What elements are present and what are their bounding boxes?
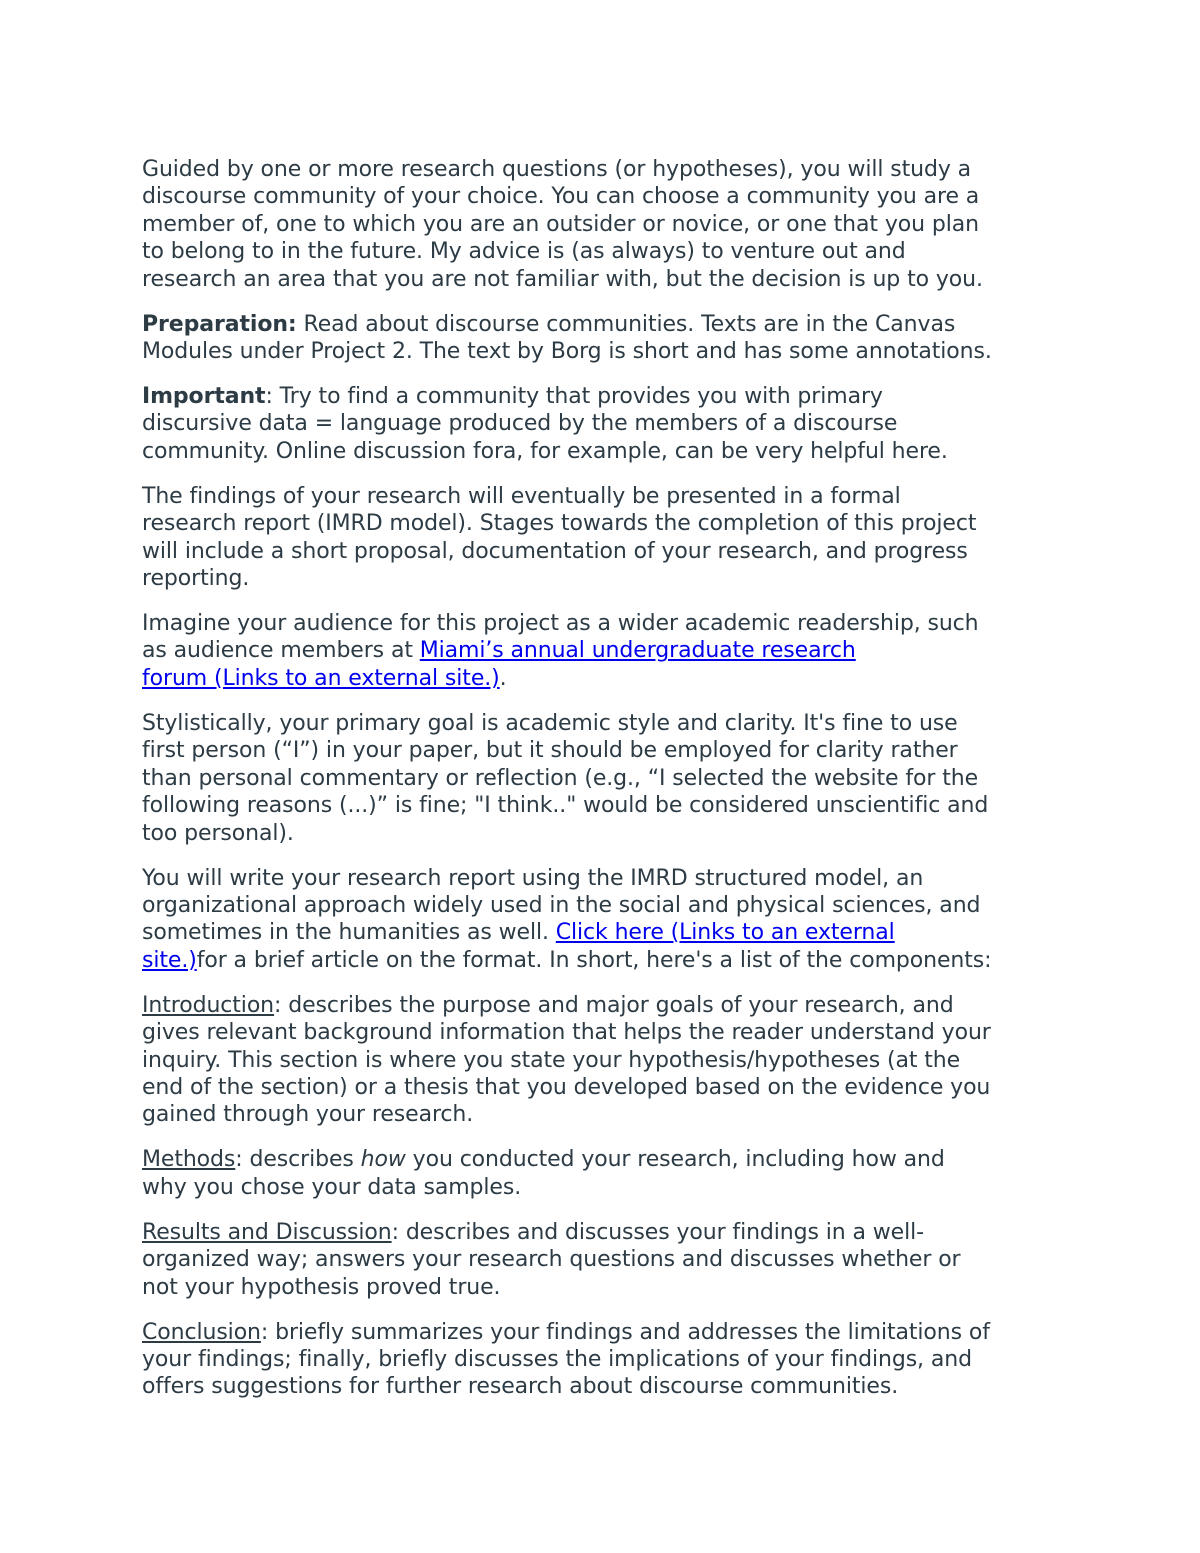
results-paragraph xyxy=(142,1219,1072,1301)
audience-paragraph xyxy=(142,610,1072,692)
important-text: : Try to find a community that provides you with primary discursive data = language produced by the members of a discourse community. Online discussion fora, for example, can be very helpful here. xyxy=(142,384,948,464)
methods-text: : describes xyxy=(235,1147,361,1173)
important-paragraph xyxy=(142,383,1072,465)
methods-paragraph xyxy=(142,1146,1072,1201)
preparation-paragraph xyxy=(142,311,1072,366)
results-heading: Results and Discussion xyxy=(142,1219,392,1245)
style-paragraph: Stylistically, your primary goal is academic style and clarity. It's fine to use first person (“I”) in your paper, but it should be employed for clarity rather than personal commentary or reflection (e.g., “I selected the website for the following reasons (...)” is fine; "I think.." would be considered unscientific and too personal). xyxy=(142,710,989,846)
methods-heading: Methods xyxy=(142,1147,236,1173)
click-here-link[interactable]: Click here (Links to an external site.) xyxy=(142,920,895,973)
imrd-text-end: for a brief article on the format. In short, here's a list of the components: xyxy=(196,947,992,973)
findings-paragraph: The findings of your research will eventually be presented in a formal research report (IMRD model). Stages towards the completion of this project will include a short proposal, documentation of your research, and progress reporting. xyxy=(142,483,977,592)
introduction-paragraph xyxy=(142,992,1072,1129)
conclusion-text: : briefly summarizes your findings and addresses the limitations of your findings; finally, briefly discusses the implications of your findings, and offers suggestions for further research about discourse communities. xyxy=(142,1319,990,1400)
intro-paragraph: Guided by one or more research questions (or hypotheses), you will study a discourse community of your choice. You can choose a community you are a member of, one to which you are an outsider or novice, or one that you plan to belong to in the future. My advice is (as always) to venture out and research an area that you are not familiar with, but the decision is up to you. xyxy=(142,157,983,292)
audience-text-end: . xyxy=(499,665,507,691)
conclusion-heading: Conclusion xyxy=(142,1319,261,1345)
preparation-label: Preparation: xyxy=(142,311,297,337)
document-page xyxy=(142,156,1072,1418)
imrd-paragraph xyxy=(142,865,1072,975)
important-label: Important xyxy=(142,384,266,410)
research-forum-link[interactable]: Miami’s annual undergraduate research forum (Links to an external site.) xyxy=(142,638,856,691)
imrd-text: You will write your research report using the IMRD structured model, an organizational approach widely used in the social and physical sciences, and sometimes in the humanities as well. xyxy=(142,865,981,946)
methods-emphasis: how xyxy=(360,1147,406,1173)
preparation-text: Read about discourse communities. Texts are in the Canvas Modules under Project 2. The text by Borg is short and has some annotations. xyxy=(142,311,992,365)
methods-text-end: you conducted your research, including how and why you chose your data samples. xyxy=(142,1147,945,1200)
introduction-heading: Introduction xyxy=(142,992,275,1018)
results-text: : describes and discusses your findings in a well- organized way; answers your research questions and discusses whether or not your hypothesis proved true. xyxy=(142,1219,961,1300)
conclusion-paragraph xyxy=(142,1319,1072,1401)
audience-text: Imagine your audience for this project as a wider academic readership, such as audience members at xyxy=(142,611,979,664)
introduction-text: : describes the purpose and major goals of your research, and gives relevant background information that helps the reader understand your inquiry. This section is where you state your hypothesis/hypotheses (at the end of the section) or a thesis that you developed based on the evidence you gained through your research. xyxy=(142,992,991,1128)
